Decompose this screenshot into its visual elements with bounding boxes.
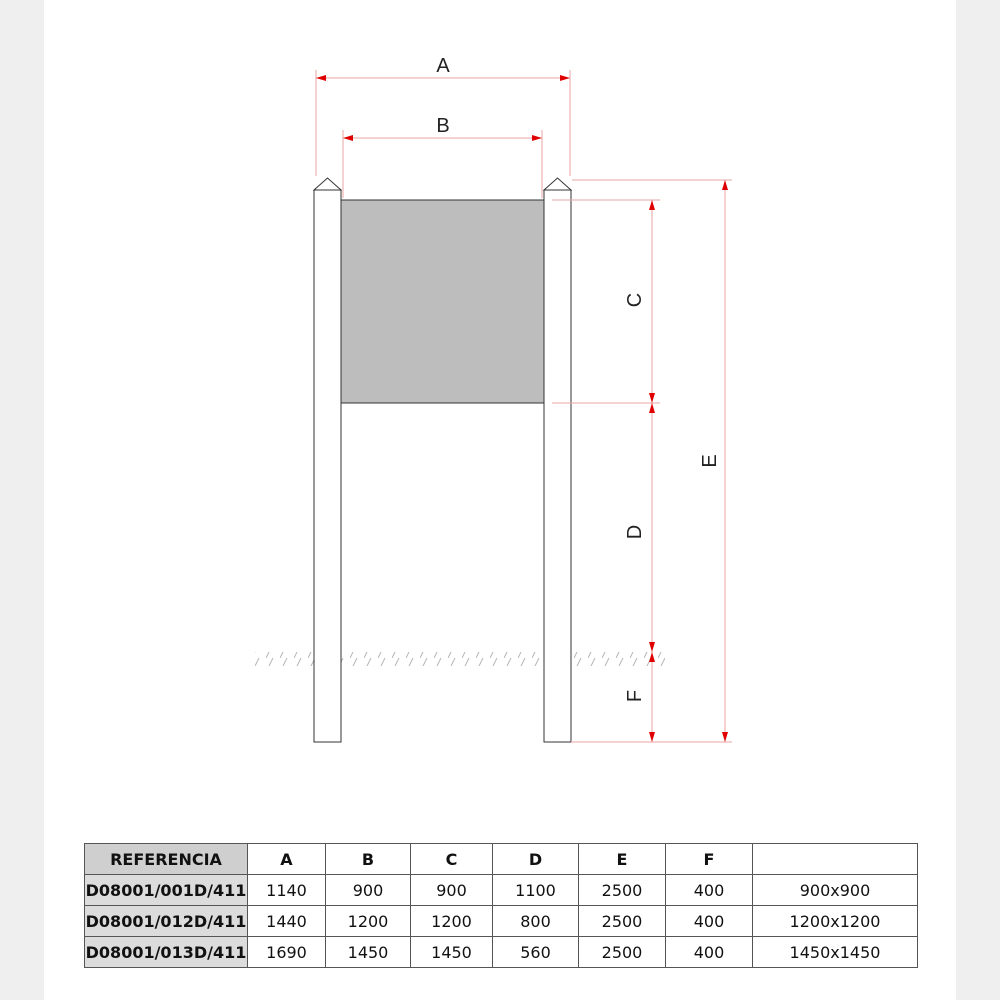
header-a: A	[248, 844, 326, 875]
dimension-label-c: C	[624, 292, 646, 308]
cell-f: 400	[666, 906, 753, 937]
cell-reference: D08001/001D/411	[85, 875, 248, 906]
dimensions-table	[84, 843, 918, 968]
header-e: E	[579, 844, 666, 875]
header-b: B	[326, 844, 411, 875]
cell-b: 1450	[326, 937, 411, 968]
cell-d: 800	[493, 906, 579, 937]
cell-b: 900	[326, 875, 411, 906]
cell-a: 1690	[248, 937, 326, 968]
cell-a: 1140	[248, 875, 326, 906]
dimension-label-e: E	[699, 454, 721, 468]
cell-e: 2500	[579, 937, 666, 968]
header-f: F	[666, 844, 753, 875]
cell-e: 2500	[579, 906, 666, 937]
cell-f: 400	[666, 875, 753, 906]
cell-c: 900	[411, 875, 493, 906]
cell-a: 1440	[248, 906, 326, 937]
cell-size: 1450x1450	[753, 937, 918, 968]
right-post	[544, 178, 571, 742]
table-row	[85, 937, 918, 968]
dimension-label-d: D	[624, 524, 646, 540]
cell-e: 2500	[579, 875, 666, 906]
table-row	[85, 875, 918, 906]
dimension-lines	[316, 70, 732, 742]
cell-c: 1200	[411, 906, 493, 937]
sign-panel	[341, 200, 544, 403]
cell-reference: D08001/013D/411	[85, 937, 248, 968]
cell-d: 1100	[493, 875, 579, 906]
cell-size: 1200x1200	[753, 906, 918, 937]
dimension-label-b: B	[436, 115, 450, 137]
cell-b: 1200	[326, 906, 411, 937]
header-referencia: REFERENCIA	[85, 844, 248, 875]
header-c: C	[411, 844, 493, 875]
dimension-arrows	[316, 75, 728, 742]
cell-reference: D08001/012D/411	[85, 906, 248, 937]
left-post	[314, 178, 341, 742]
header-d: D	[493, 844, 579, 875]
cell-size: 900x900	[753, 875, 918, 906]
cell-d: 560	[493, 937, 579, 968]
dimension-label-f: F	[624, 689, 646, 703]
table-row	[85, 906, 918, 937]
cell-f: 400	[666, 937, 753, 968]
cell-c: 1450	[411, 937, 493, 968]
table-header-row	[85, 844, 918, 875]
dimension-label-a: A	[436, 55, 450, 77]
header-size	[753, 844, 918, 875]
